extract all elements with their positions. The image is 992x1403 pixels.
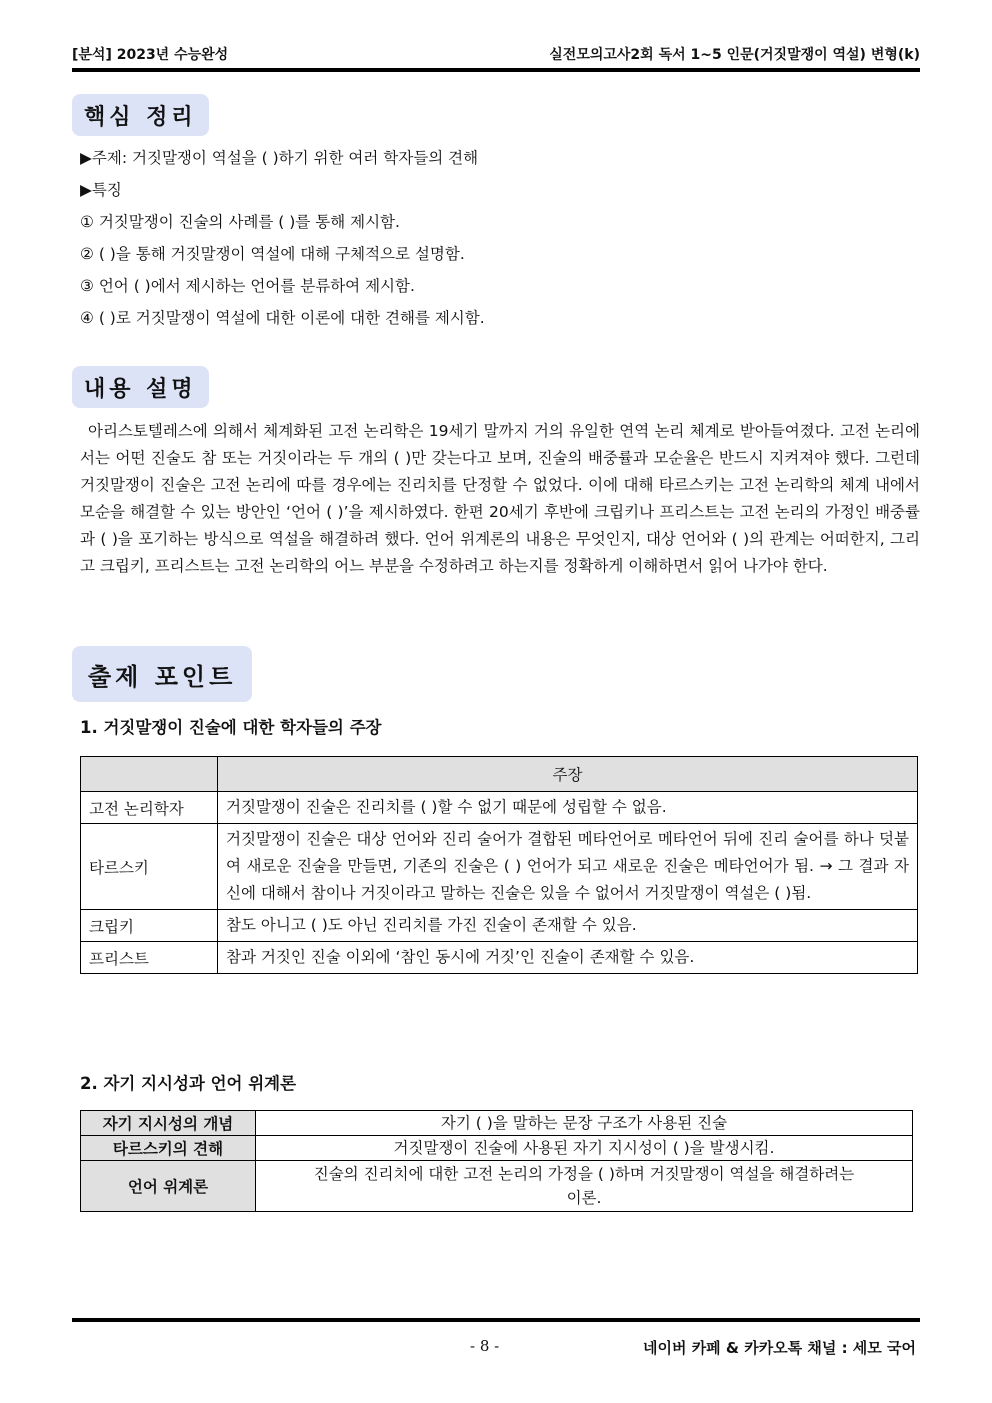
table-row — [81, 1161, 913, 1212]
scholar-name: 고전 논리학자 — [81, 792, 218, 824]
footer-rule — [72, 1318, 920, 1322]
summary-line: ▶특징 — [80, 181, 122, 199]
header-rule — [72, 68, 920, 72]
row-text: 자기 ( )을 말하는 문장 구조가 사용된 진술 — [256, 1111, 913, 1136]
table-row — [81, 1111, 913, 1136]
table-row — [81, 824, 918, 910]
row-text: 거짓말쟁이 진술에 사용된 자기 지시성이 ( )을 발생시킴. — [256, 1136, 913, 1161]
footer-channel: 네이버 카페 & 카카오톡 채널 : 세모 국어 — [643, 1339, 916, 1357]
section1-heading: 1. 거짓말쟁이 진술에 대한 학자들의 주장 — [80, 718, 382, 737]
summary-lines — [80, 146, 485, 338]
claims-table — [80, 756, 918, 974]
scholar-claim: 거짓말쟁이 진술은 대상 언어와 진리 술어가 결합된 메타언어로 메타언어 뒤에 진리 술어를 하나 덧붙여 새로운 진술을 만들면, 기존의 진술은 ( ) 언어가 되고 새로운 진술은 메타언어가 됨. → 그 결과 자신에 대해서 참이나 거짓이라고 말하는 진술은 있을 수 없어서 거짓말쟁이 역설은 ( )됨. — [218, 824, 918, 910]
table-row — [81, 910, 918, 942]
summary-title: 핵심 정리 — [72, 94, 209, 136]
header-right: 실전모의고사2회 독서 1~5 인문(거짓말쟁이 역설) 변형(k) — [549, 47, 920, 63]
header-left: [분석] 2023년 수능완성 — [72, 47, 229, 63]
scholar-claim: 참도 아니고 ( )도 아닌 진리치를 가진 진술이 존재할 수 있음. — [218, 910, 918, 942]
table-header-empty — [81, 757, 218, 792]
summary-line: ② ( )을 통해 거짓말쟁이 역설에 대해 구체적으로 설명함. — [80, 245, 465, 263]
summary-line: ▶주제: 거짓말쟁이 역설을 ( )하기 위한 여러 학자들의 견해 — [80, 149, 479, 167]
row-label: 타르스키의 견해 — [81, 1136, 256, 1161]
row-text: 진술의 진리치에 대한 고전 논리의 가정을 ( )하며 거짓말쟁이 역설을 해결하려는 이론. — [256, 1161, 913, 1212]
section2-heading: 2. 자기 지시성과 언어 위계론 — [80, 1074, 297, 1093]
table-row — [81, 792, 918, 824]
scholar-claim: 거짓말쟁이 진술은 진리치를 ( )할 수 없기 때문에 성립할 수 없음. — [218, 792, 918, 824]
hierarchy-table — [80, 1110, 913, 1212]
scholar-name: 프리스트 — [81, 942, 218, 974]
summary-line: ① 거짓말쟁이 진술의 사례를 ( )를 통해 제시함. — [80, 213, 400, 231]
row-label: 자기 지시성의 개념 — [81, 1111, 256, 1136]
page-number: - 8 - — [470, 1337, 500, 1355]
row-label: 언어 위계론 — [81, 1161, 256, 1212]
table-row — [81, 1136, 913, 1161]
table-header-row — [81, 757, 918, 792]
summary-line: ④ ( )로 거짓말쟁이 역설에 대한 이론에 대한 견해를 제시함. — [80, 309, 485, 327]
table-header-claim: 주장 — [218, 757, 918, 792]
points-title: 출제 포인트 — [72, 646, 252, 702]
table-row — [81, 942, 918, 974]
scholar-claim: 참과 거짓인 진술 이외에 ‘참인 동시에 거짓’인 진술이 존재할 수 있음. — [218, 942, 918, 974]
content-paragraph: 아리스토텔레스에 의해서 체계화된 고전 논리학은 19세기 말까지 거의 유일한 연역 논리 체계로 받아들여졌다. 고전 논리에서는 어떤 진술도 참 또는 거짓이라는 두 개의 ( )만 갖는다고 보며, 진술의 배중률과 모순율은 반드시 지켜져야 했다. 그런데 거짓말쟁이 진술은 고전 논리에 따를 경우에는 진리치를 단정할 수 없었다. 이에 대해 타르스키는 고전 논리학의 체계 내에서 모순을 해결할 수 있는 방안인 ‘언어 ( )’을 제시하였다. 한편 20세기 후반에 크립키나 프리스트는 고전 논리의 가정인 배중률과 ( )을 포기하는 방식으로 역설을 해결하려 했다. 언어 위계론의 내용은 무엇인지, 대상 언어와 ( )의 관계는 어떠한지, 그리고 크립키, 프리스트는 고전 논리학의 어느 부분을 수정하려고 하는지를 정확하게 이해하면서 읽어 나가야 한다. — [80, 422, 920, 575]
scholar-name: 크립키 — [81, 910, 218, 942]
scholar-name: 타르스키 — [81, 824, 218, 910]
content-title: 내용 설명 — [72, 366, 209, 408]
summary-line: ③ 언어 ( )에서 제시하는 언어를 분류하여 제시함. — [80, 277, 415, 295]
